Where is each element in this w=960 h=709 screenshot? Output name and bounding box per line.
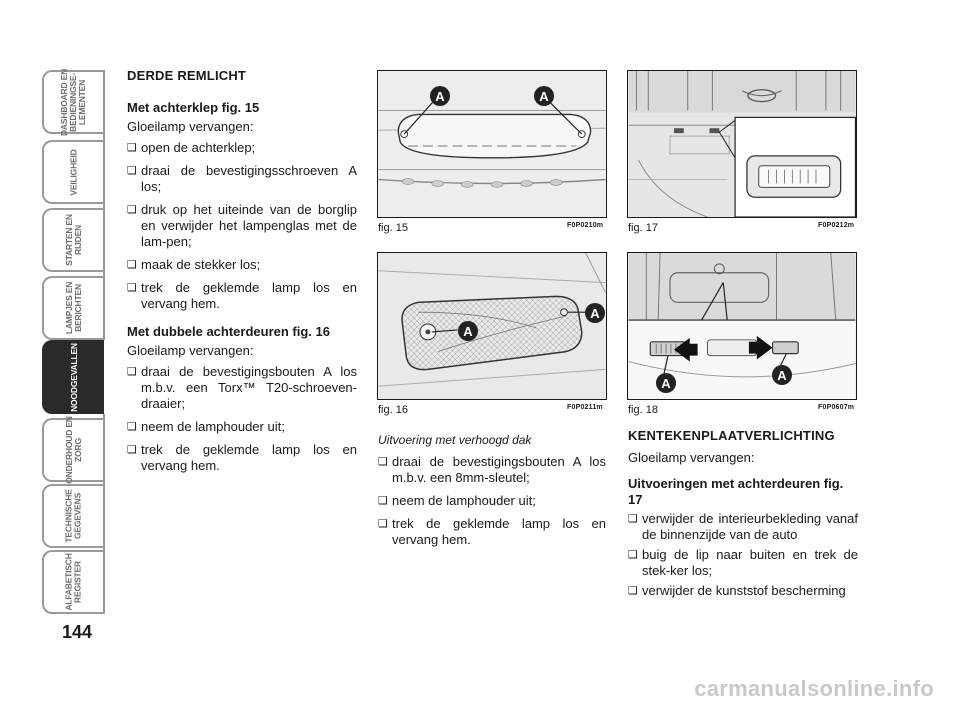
list-item: ❑ druk op het uiteinde van de borglip en verwijder het lampenglas met de lam-pen; <box>127 202 357 250</box>
list-item: ❑ draai de bevestigingsschroeven A los; <box>127 163 357 195</box>
callout-a: A <box>534 86 554 106</box>
fig15-illustration <box>378 71 606 217</box>
tab-noodgevallen[interactable] <box>42 340 104 414</box>
figure-code: F0P0210m <box>567 222 604 229</box>
figure-caption: fig. 16 <box>378 404 408 416</box>
tab-label: STARTEN EN RIJDEN <box>64 214 83 266</box>
list-item: ❑ neem de lamphouder uit; <box>127 419 357 435</box>
middle-column <box>378 432 606 555</box>
tab-dashboard[interactable] <box>42 70 104 134</box>
callout-a: A <box>585 303 605 323</box>
list-item: ❑ draai de bevestigingsbouten A los m.b.v. een 8mm-sleutel; <box>378 454 606 486</box>
section-subtitle: Uitvoering met verhoogd dak <box>378 433 532 447</box>
tab-starten-en-rijden[interactable] <box>42 208 104 272</box>
figure-caption: fig. 15 <box>378 222 408 234</box>
tab-label: ONDERHOUD EN ZORG <box>64 416 83 484</box>
tab-label: NOODGEVALLEN <box>68 342 79 412</box>
callout-a: A <box>656 373 676 393</box>
tab-label: LAMPJES EN BERICHTEN <box>63 281 83 335</box>
section-heading: Met dubbele achterdeuren fig. 16 <box>127 324 330 339</box>
list-item: ❑ draai de bevestigingsbouten A los m.b.v. een Torx™ T20-schroeven-draaier; <box>127 364 357 412</box>
figure-17 <box>627 70 857 218</box>
tab-label: ALFABETISCH REGISTER <box>64 553 83 611</box>
left-column <box>127 68 357 481</box>
figure-code: F0P0211m <box>567 404 603 411</box>
tab-alfabetisch-register[interactable] <box>42 550 104 614</box>
figure-code: F0P0212m <box>818 222 855 229</box>
callout-a: A <box>458 321 478 341</box>
tab-label: TECHNISCHE GEGEVENS <box>63 489 83 543</box>
tab-divider <box>103 70 105 340</box>
figure-16 <box>377 252 607 400</box>
list-item: ❑ maak de stekker los; <box>127 257 357 273</box>
section-intro: Gloeilamp vervangen: <box>127 343 254 358</box>
tab-veiligheid[interactable] <box>42 140 104 204</box>
callout-a: A <box>772 365 792 385</box>
watermark: carmanualsonline.info <box>694 676 934 701</box>
tab-onderhoud-en-zorg[interactable] <box>42 418 104 482</box>
fig16-illustration <box>378 253 606 399</box>
tab-label: DASHBOARD EN BEDIENINGSE- LEMENTEN <box>59 68 88 136</box>
list-item: ❑ neem de lamphouder uit; <box>378 493 606 509</box>
list-item: ❑ trek de geklemde lamp los en vervang hem. <box>127 280 357 312</box>
tab-divider <box>103 414 105 614</box>
section-title: DERDE REMLICHT <box>127 68 247 83</box>
section-title: KENTEKENPLAATVERLICHTING <box>628 428 835 443</box>
figure-caption: fig. 18 <box>628 404 658 416</box>
section-heading: Met achterklep fig. 15 <box>127 100 260 115</box>
list-item: ❑ verwijder de interieurbekleding vanaf de binnenzijde van de auto <box>628 511 858 543</box>
section-heading: Uitvoeringen met achterdeuren fig. 17 <box>628 476 844 507</box>
list-item: ❑ buig de lip naar buiten en trek de stek-ker los; <box>628 547 858 579</box>
callout-a: A <box>430 86 450 106</box>
page-number: 144 <box>61 622 93 642</box>
section-intro: Gloeilamp vervangen: <box>127 119 254 134</box>
list-item: ❑ trek de geklemde lamp los en vervang hem. <box>378 516 606 548</box>
list-item: ❑ verwijder de kunststof bescherming <box>628 583 858 599</box>
section-intro: Gloeilamp vervangen: <box>628 450 755 465</box>
list-item: ❑ trek de geklemde lamp los en vervang hem. <box>127 442 357 474</box>
tab-lampjes-en-berichten[interactable] <box>42 276 104 340</box>
list-item: ❑ open de achterklep; <box>127 140 357 156</box>
fig17-illustration <box>628 71 856 217</box>
figure-18 <box>627 252 857 400</box>
figure-15 <box>377 70 607 218</box>
tab-label: VEILIGHEID <box>68 148 79 196</box>
tab-technische-gegevens[interactable] <box>42 484 104 548</box>
figure-caption: fig. 17 <box>628 222 658 234</box>
right-column <box>628 428 858 606</box>
figure-code: F0P0607m <box>818 404 855 411</box>
